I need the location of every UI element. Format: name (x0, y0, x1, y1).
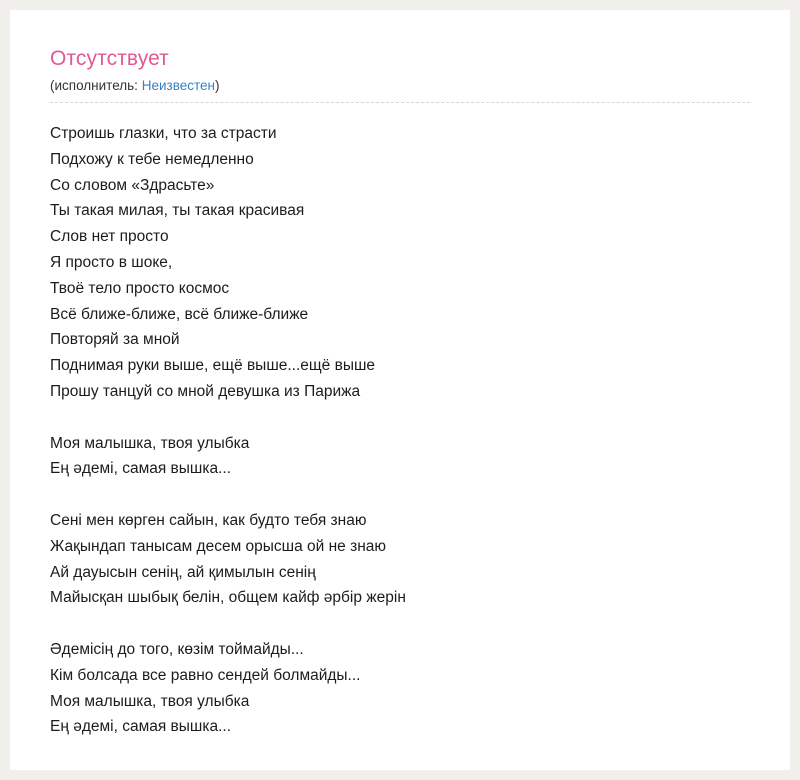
lyrics-line: Моя малышка, твоя улыбка (50, 692, 250, 710)
lyrics-line: Твоё тело просто космос (50, 279, 230, 297)
lyrics-line: Поднимая руки выше, ещё выше...ещё выше (50, 357, 376, 375)
page-title: Отсутствует (50, 47, 169, 70)
lyrics-line: Майысқан шыбық белін, общем кайф әрбір жерін (50, 589, 406, 607)
artist-link[interactable]: Неизвестен (141, 78, 215, 93)
lyrics-line: Ай дауысын сенің, ай қимылын сенің (50, 563, 316, 581)
lyrics-line: Сені мен көрген сайын, как будто тебя знаю (50, 511, 367, 529)
lyrics-line: Ең әдемі, самая вышка... (50, 718, 232, 736)
lyrics-line: Повторяй за мной (50, 331, 180, 349)
lyrics-blank-line (50, 405, 750, 431)
lyrics-line: Слов нет просто (50, 228, 169, 246)
lyrics-line: Строишь глазки, что за страсти (50, 125, 277, 142)
lyrics-line: Я просто в шоке, (50, 253, 173, 271)
lyrics-line: Со словом «Здрасьте» (50, 176, 215, 194)
lyrics-blank-line (50, 611, 750, 637)
lyrics-blank-line (50, 482, 750, 508)
lyrics-sheet (10, 10, 790, 770)
artist-line (50, 78, 750, 103)
lyrics-line: Жақындап танысам десем орысша ой не знаю (50, 537, 387, 555)
lyrics-line: Ең әдемі, самая вышка... (50, 460, 232, 478)
artist-suffix: ) (214, 78, 220, 93)
lyrics-body (50, 121, 750, 740)
lyrics-line: Әдемісің до того, көзім тоймайды... (50, 640, 304, 658)
lyrics-line: Кім болсада все равно сендей болмайды... (50, 666, 361, 684)
lyrics-content (10, 10, 790, 740)
lyrics-line: Подхожу к тебе немедленно (50, 150, 254, 168)
lyrics-line: Всё ближе-ближе, всё ближе-ближе (50, 305, 309, 323)
lyrics-line: Прошу танцуй со мной девушка из Парижа (50, 382, 361, 400)
lyrics-line: Моя малышка, твоя улыбка (50, 434, 250, 452)
artist-label: (исполнитель: (50, 78, 138, 93)
lyrics-line: Ты такая милая, ты такая красивая (50, 202, 305, 220)
